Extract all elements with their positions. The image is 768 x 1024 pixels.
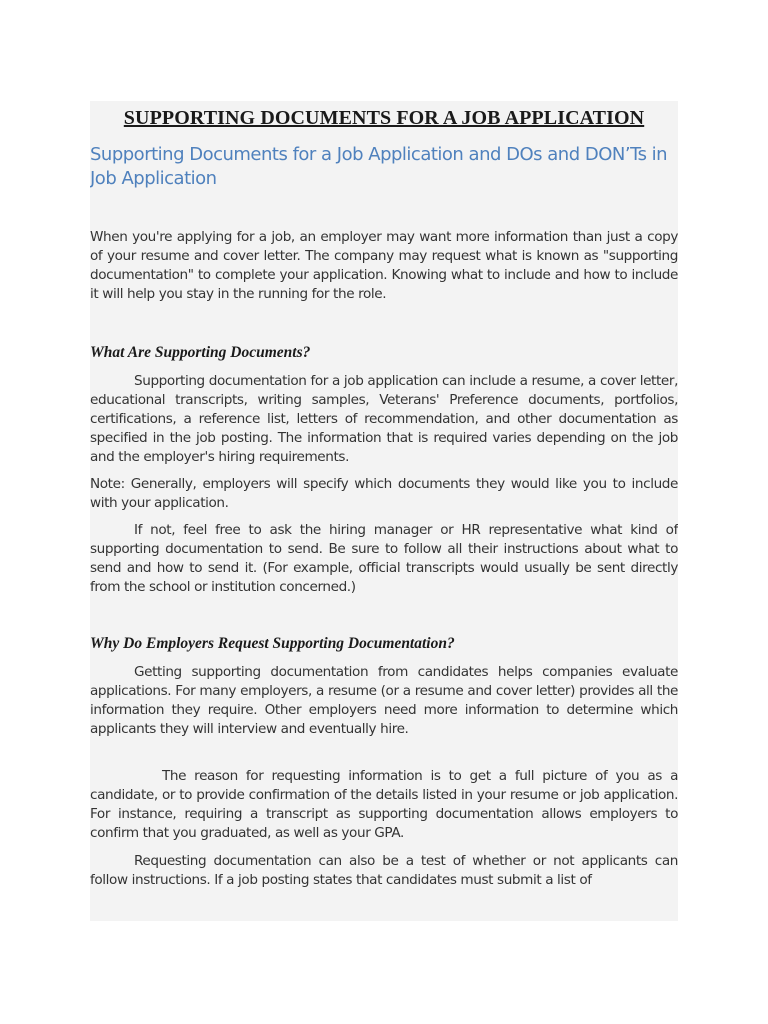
paragraph-note: Note: Generally, employers will specify which documents they would like you to include with your application. [90, 476, 678, 511]
intro-paragraph: When you're applying for a job, an employer may want more information than just a copy of your resume and cover letter. The company may request what is known as "supporting documentation" to complete your application. Knowing what to include and how to include it will help you stay in the running for the role. [90, 229, 678, 302]
paragraph-reason: The reason for requesting information is to get a full picture of you as a candidate, or to provide confirmation of the details listed in your resume or job application. For instance, requiring a transcript as supporting documentation allows employers to confirm that you graduated, as well as your GPA. [90, 768, 678, 841]
paragraph-supporting-docs: Supporting documentation for a job application can include a resume, a cover letter, educational transcripts, writing samples, Veterans' Preference documents, portfolios, certifications, a reference list, letters of recommendation, and other documentation as specified in the job posting. The information that is required varies depending on the job and the employer's hiring requirements. [90, 373, 678, 465]
document-page [90, 101, 678, 921]
section-heading-what: What Are Supporting Documents? [90, 344, 311, 361]
page-subtitle: Supporting Documents for a Job Application and DOs and DON’Ts in Job Application [90, 144, 668, 189]
paragraph-getting-docs: Getting supporting documentation from candidates helps companies evaluate applications. For many employers, a resume (or a resume and cover letter) provides all the information they require. Other employers need more information to determine which applicants they will interview and eventually hire. [90, 664, 678, 737]
paragraph-if-not: If not, feel free to ask the hiring manager or HR representative what kind of supporting documentation to send. Be sure to follow all their instructions about what to send and how to send it. (For example, official transcripts would usually be sent directly from the school or institution concerned.) [90, 522, 678, 595]
paragraph-requesting: Requesting documentation can also be a test of whether or not applicants can follow instructions. If a job posting states that candidates must submit a list of [90, 853, 678, 888]
page-title: SUPPORTING DOCUMENTS FOR A JOB APPLICATION [123, 107, 645, 129]
section-heading-why: Why Do Employers Request Supporting Documentation? [90, 635, 455, 652]
